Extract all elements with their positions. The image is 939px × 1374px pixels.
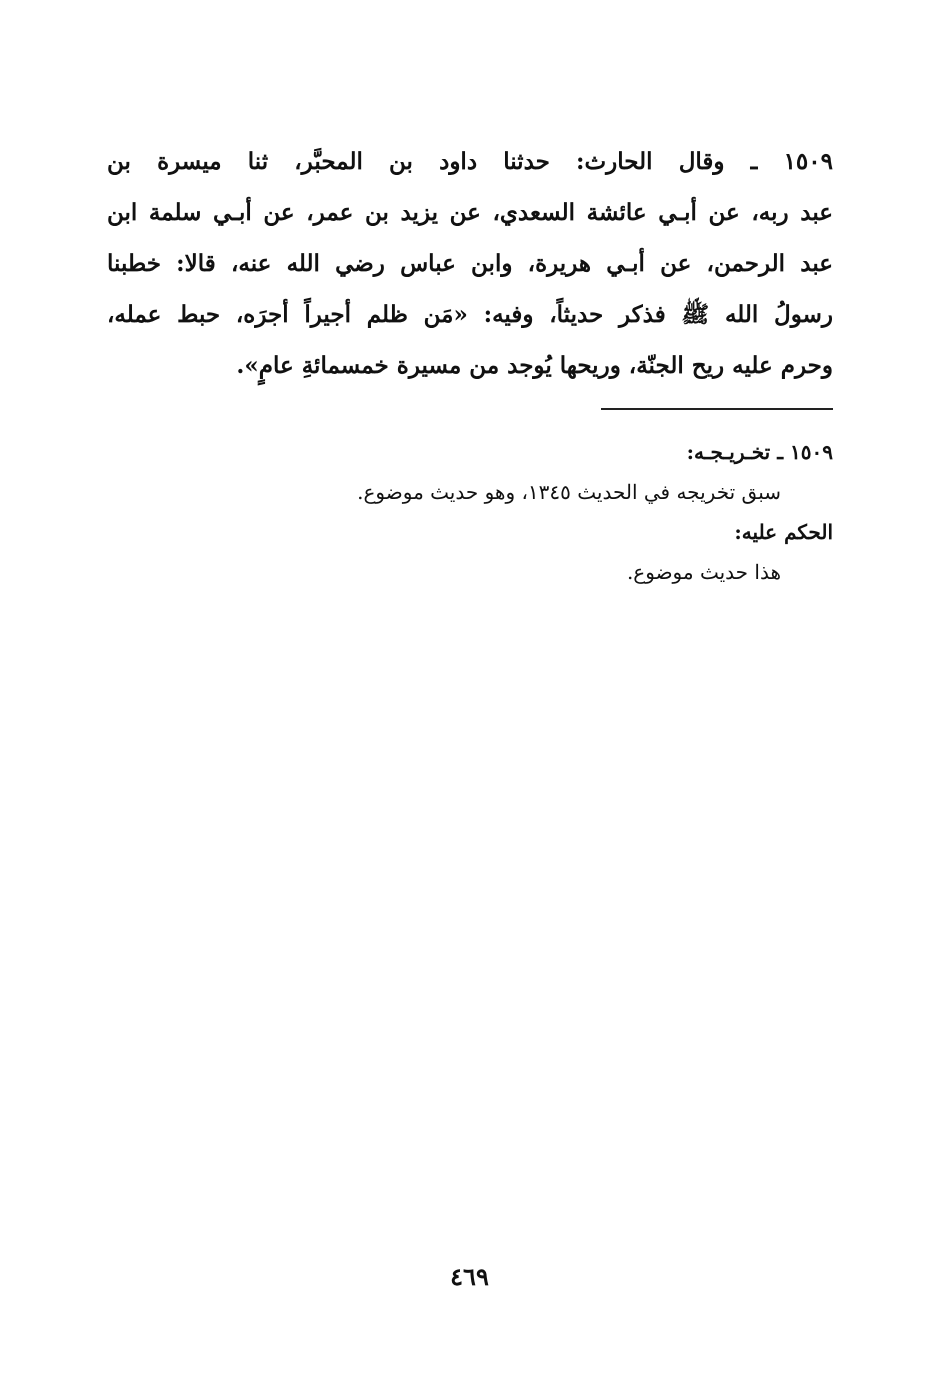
hadith-line-3: عبد الرحمن، عن أبـي هريرة، وابن عباس رضي الله عنه، قالا: خطبنا [107,250,833,277]
takhrij-heading: ١٥٠٩ ـ تخـريـجـه: [686,440,833,464]
footnote-divider [601,408,833,410]
hadith-line-5: وحرم عليه ريح الجنّة، وريحها يُوجد من مسيرة خمسمائةِ عامٍ». [236,352,833,379]
hadith-line-2: عبد ربه، عن أبـي عائشة السعدي، عن يزيد بن عمر، عن أبـي سلمة ابن [107,199,833,226]
hukm-text: هذا حديث موضوع. [626,560,781,584]
footnotes [107,432,833,592]
hadith-line-1: ١٥٠٩ ـ وقال الحارث: حدثنا داود بن المحبَّر، ثنا ميسرة بن [107,148,833,175]
takhrij-text: سبق تخريجه في الحديث ١٣٤٥، وهو حديث موضوع. [357,480,781,504]
page-number: ٤٦٩ [450,1262,489,1291]
hukm-heading: الحكم عليه: [734,520,833,544]
hadith-line-4: رسولُ الله ﷺ فذكر حديثاً، وفيه: «مَن ظلم أجيراً أجرَه، حبط عمله، [107,301,833,328]
hadith-text [107,136,833,391]
